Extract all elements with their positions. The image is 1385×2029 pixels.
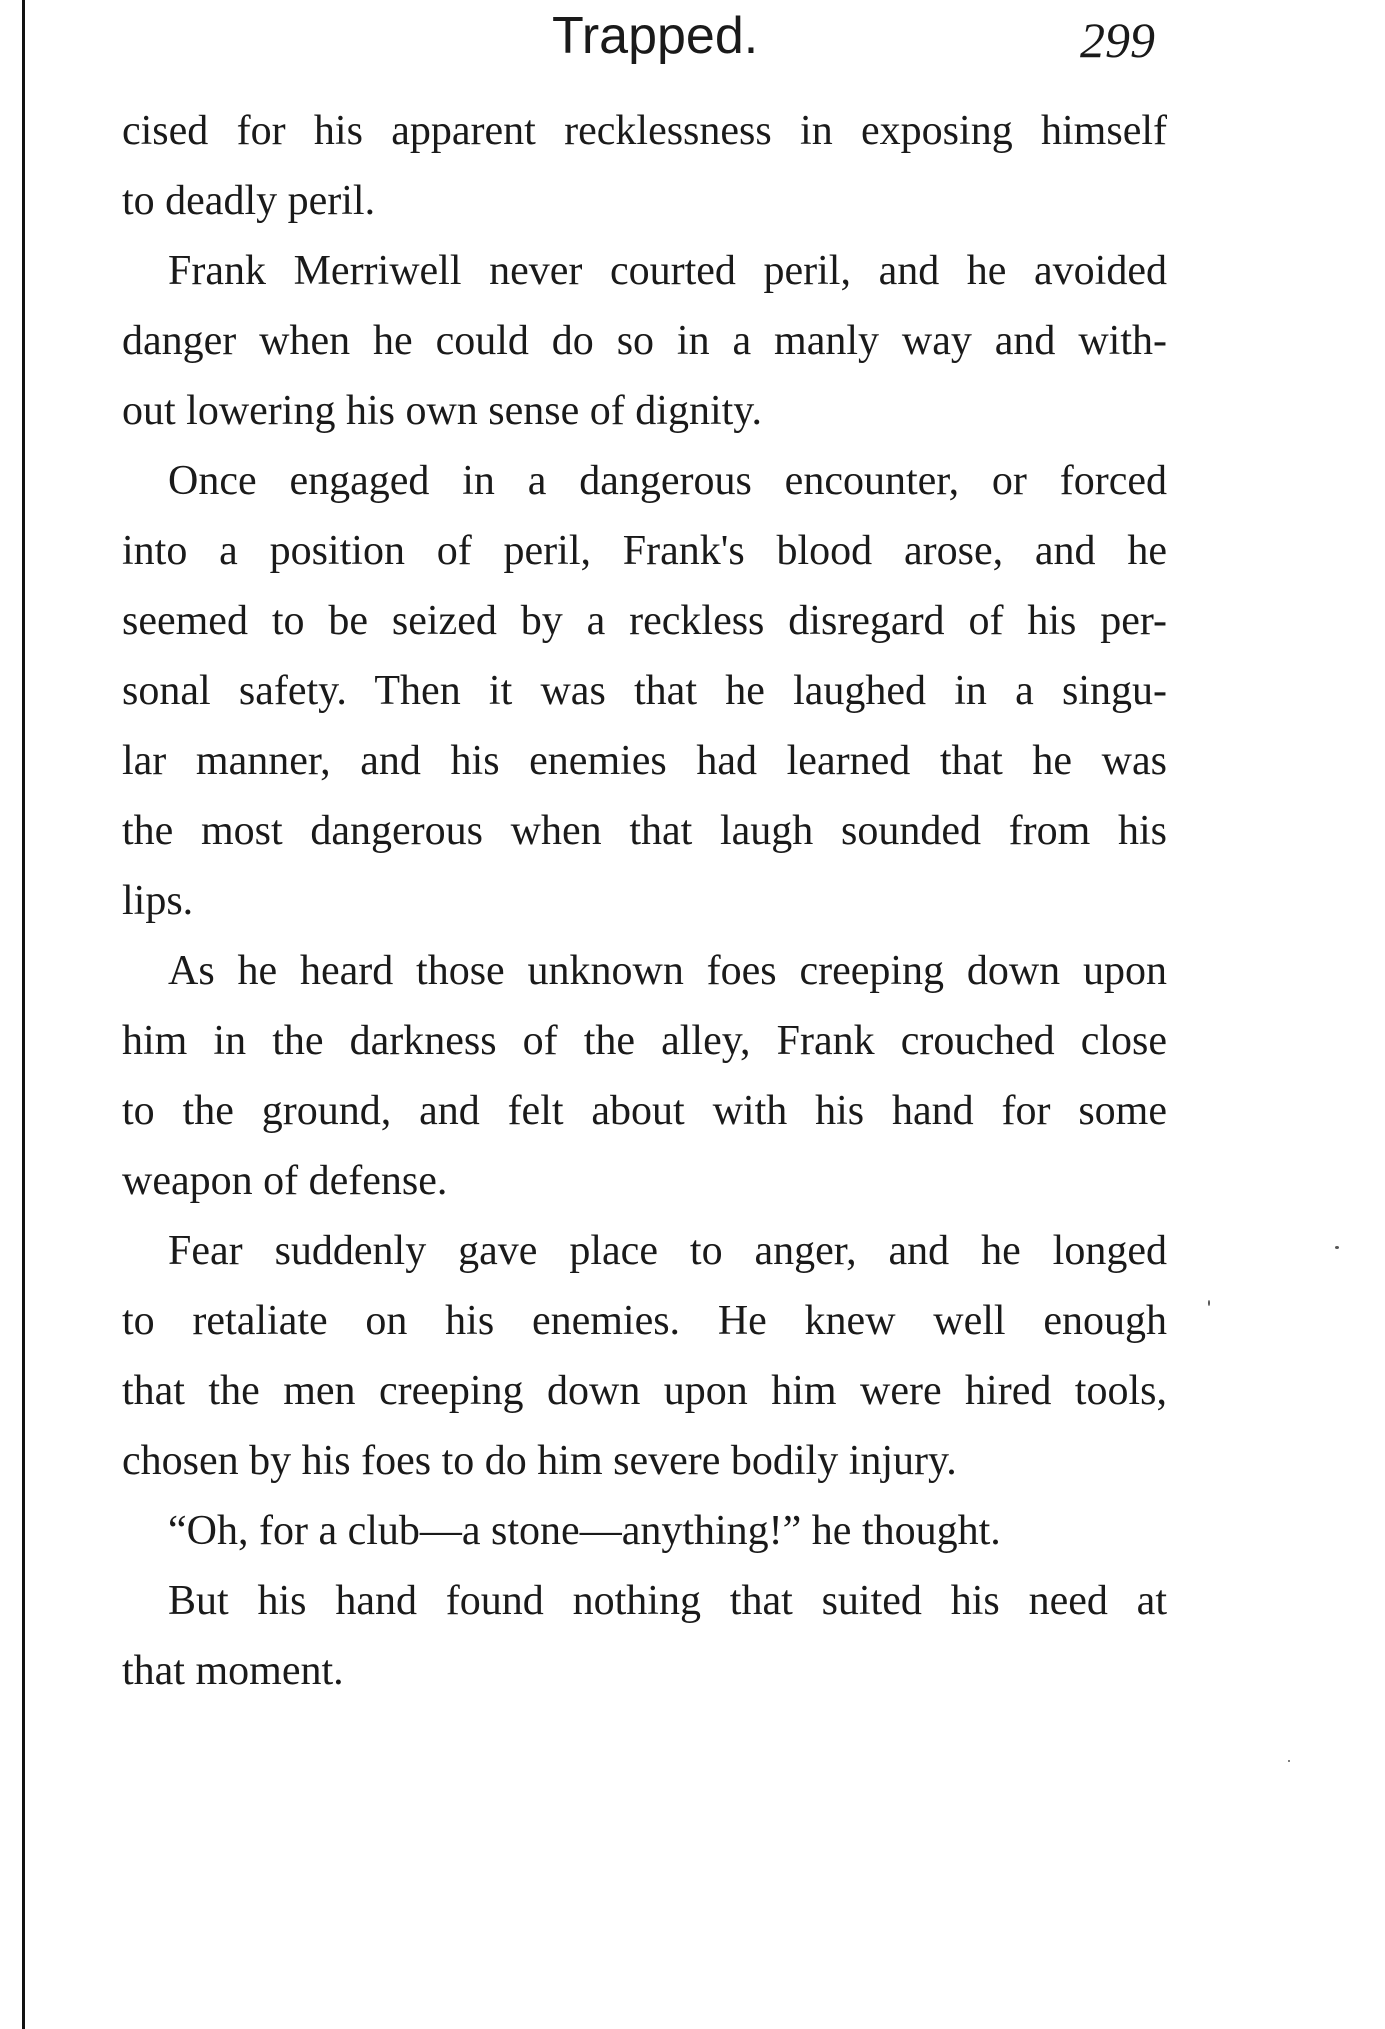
running-title: Trapped. xyxy=(552,7,759,65)
text-line: seemed to be seized by a reckless disregard of his per- xyxy=(122,598,1167,644)
text-line: Once engaged in a dangerous encounter, or forced xyxy=(168,458,1167,504)
text-line: As he heard those unknown foes creeping down upon xyxy=(168,948,1167,994)
text-line: But his hand found nothing that suited his need at xyxy=(168,1578,1167,1624)
text-line: Fear suddenly gave place to anger, and he longed xyxy=(168,1228,1167,1274)
ink-speck xyxy=(1208,1300,1210,1306)
text-line: weapon of defense. xyxy=(122,1158,448,1204)
text-line: Frank Merriwell never courted peril, and he avoided xyxy=(168,248,1167,294)
text-line: to retaliate on his enemies. He knew well enough xyxy=(122,1298,1167,1344)
page-number: 299 xyxy=(1080,12,1155,68)
body-text xyxy=(122,96,1167,1706)
text-line: that moment. xyxy=(122,1648,344,1694)
text-line: sonal safety. Then it was that he laughed in a singu- xyxy=(122,668,1167,714)
binding-edge-line xyxy=(22,0,25,2029)
text-line: cised for his apparent recklessness in exposing himself xyxy=(122,108,1167,154)
text-line: lar manner, and his enemies had learned that he was xyxy=(122,738,1167,784)
ink-speck xyxy=(1288,1760,1290,1762)
text-line: out lowering his own sense of dignity. xyxy=(122,388,763,434)
text-line: the most dangerous when that laugh sounded from his xyxy=(122,808,1167,854)
text-line: to the ground, and felt about with his hand for some xyxy=(122,1088,1167,1134)
ink-speck xyxy=(1335,1246,1339,1249)
text-line: chosen by his foes to do him severe bodily injury. xyxy=(122,1438,957,1484)
text-line: that the men creeping down upon him were hired tools, xyxy=(122,1368,1167,1414)
text-line: him in the darkness of the alley, Frank crouched close xyxy=(122,1018,1167,1064)
text-line: to deadly peril. xyxy=(122,178,376,224)
text-line: into a position of peril, Frank's blood arose, and he xyxy=(122,528,1167,574)
text-line: lips. xyxy=(122,878,194,924)
running-head xyxy=(0,6,1385,76)
text-line: danger when he could do so in a manly way and with- xyxy=(122,318,1167,364)
text-line: “Oh, for a club—a stone—anything!” he thought. xyxy=(168,1508,1001,1554)
